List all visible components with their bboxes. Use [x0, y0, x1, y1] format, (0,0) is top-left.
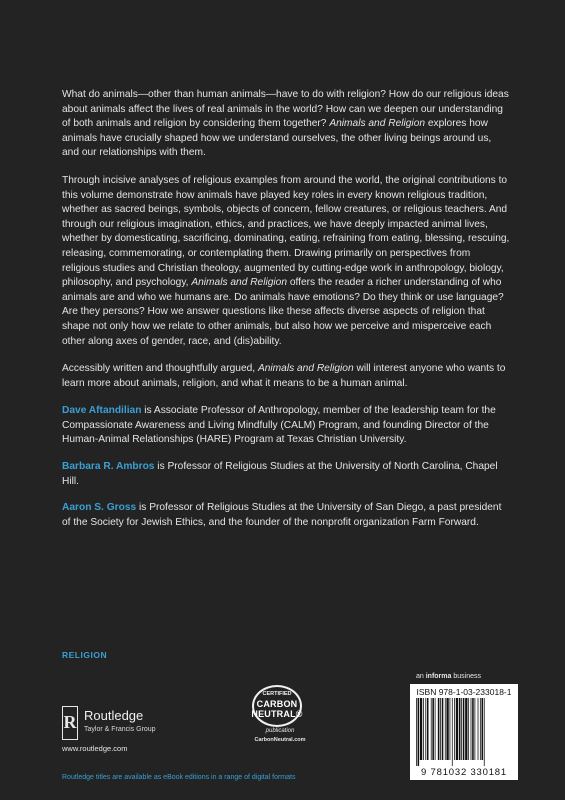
author-bio-3: Aaron S. Gross is Professor of Religious Studies at the University of San Diego, a past president of the Society for Jewish Ethics, and the founder of the nonprofit organization Farm Forward. — [62, 502, 502, 528]
barcode-bar — [446, 698, 448, 760]
barcode-bar — [472, 698, 474, 760]
barcode-bar — [459, 698, 461, 760]
barcode-bar — [465, 698, 467, 760]
barcode-bar — [420, 698, 422, 760]
barcode-bar — [445, 698, 446, 760]
author-name: Aaron S. Gross — [62, 502, 137, 514]
book-title: Animals and Religion — [257, 363, 354, 375]
barcode-bar — [416, 698, 417, 766]
carbon-url: CarbonNeutral.com — [254, 737, 306, 743]
barcode-icon — [414, 698, 514, 766]
author-name: Barbara R. Ambros — [62, 461, 155, 473]
barcode-bar — [482, 698, 484, 760]
barcode-bar — [425, 698, 426, 760]
carbon-neutral-icon: CERTIFIED CARBON NEUTRAL® — [252, 685, 302, 727]
barcode-bar — [475, 698, 476, 760]
barcode-bar — [435, 698, 436, 760]
blurb-paragraph-2: Through incisive analyses of religious examples from around the world, the original contributions to this volume demonstrate how animals have played key roles in every known religious tradition, whether as sacred beings, symbols, objects of concern, fellow creatures, or religious teachers. And through our religious imagination, ethics, and practices, we have deeply impacted animal lives, whether by domesticating, sacrificing, dominating, eating, refraining from eating, blessing, rescuing, releasing, commemorating, or contemplating them. Drawing primarily on perspectives from religious studies and Christian theology, augmented by cutting-edge work in anthropology, biology, philosophy, and psychology, Animals and Religion offers the reader a richer understanding of who animals are and who we humans are. Do animals have emotions? Do they think or use language? Are they persons? How we answer questions like these affects diverse aspects of religion that shape not only how we relate to other animals, but also how we perceive and misperceive each other along axes of gender, race, and (dis)ability. — [62, 174, 510, 347]
barcode-bar — [468, 698, 469, 760]
barcode-bar — [438, 698, 440, 760]
publisher-group: Taylor & Francis Group — [84, 726, 156, 733]
barcode-bar — [423, 698, 424, 760]
barcode-digits: 9 781032 330181 — [421, 767, 507, 778]
barcode-bar — [432, 698, 434, 760]
author-bio-1: Dave Aftandilian is Associate Professor of Anthropology, member of the leadership team for the Compassionate Awareness and Living Mindfully (CALM) Program, and founding Director of the Human-Animal Relationships (HARE) Program at Texas Christian University. — [62, 405, 496, 446]
barcode-bar — [480, 698, 481, 760]
routledge-logo-icon: R — [62, 706, 78, 740]
isbn-label: ISBN 978-1-03-233018-1 — [416, 687, 512, 697]
informa-business-label: an informa business — [416, 673, 481, 680]
barcode-bar — [461, 698, 462, 760]
barcode-bar — [431, 698, 432, 760]
book-title: Animals and Religion — [329, 118, 426, 130]
publisher-name: Routledge — [84, 708, 144, 723]
back-cover-blurb — [62, 88, 510, 542]
author-bio-2: Barbara R. Ambros is Professor of Religious Studies at the University of North Carolina, Chapel Hill. — [62, 461, 498, 487]
author-name: Dave Aftandilian — [62, 405, 142, 417]
barcode-bar — [456, 698, 458, 760]
barcode-bar — [452, 698, 453, 766]
barcode-bar — [418, 698, 420, 766]
barcode-bar — [471, 698, 472, 760]
blurb-paragraph-3: Accessibly written and thoughtfully argued, Animals and Religion will interest anyone who wants to learn more about animals, religion, and what it means to be a human animal. — [62, 363, 506, 389]
barcode-bar — [427, 698, 429, 760]
book-title: Animals and Religion — [191, 277, 288, 289]
barcode-bar — [454, 698, 455, 760]
barcode-bar — [484, 698, 485, 766]
barcode-bar — [440, 698, 441, 760]
publisher-logo — [62, 706, 202, 752]
barcode-bar — [450, 698, 451, 760]
subject-category: RELIGION — [62, 650, 108, 660]
publisher-url: www.routledge.com — [62, 744, 128, 753]
carbon-neutral-badge — [246, 685, 314, 751]
barcode-bar — [463, 698, 465, 760]
carbon-publication-label: publication — [265, 728, 295, 734]
isbn-barcode — [410, 684, 518, 780]
blurb-paragraph-1: What do animals—other than human animals—have to do with religion? How do our religious ideas about animals affect the lives of real animals in the world? How can we deepen our understanding of both animals and religion by considering them together? Animals and Religion explores how animals have crucially shaped how we understand ourselves, the other living beings around us, and our relationships with them. — [62, 89, 509, 159]
barcode-bar — [442, 698, 444, 760]
barcode-bar — [478, 698, 479, 760]
ebook-note: Routledge titles are available as eBook editions in a range of digital formats — [62, 774, 296, 781]
